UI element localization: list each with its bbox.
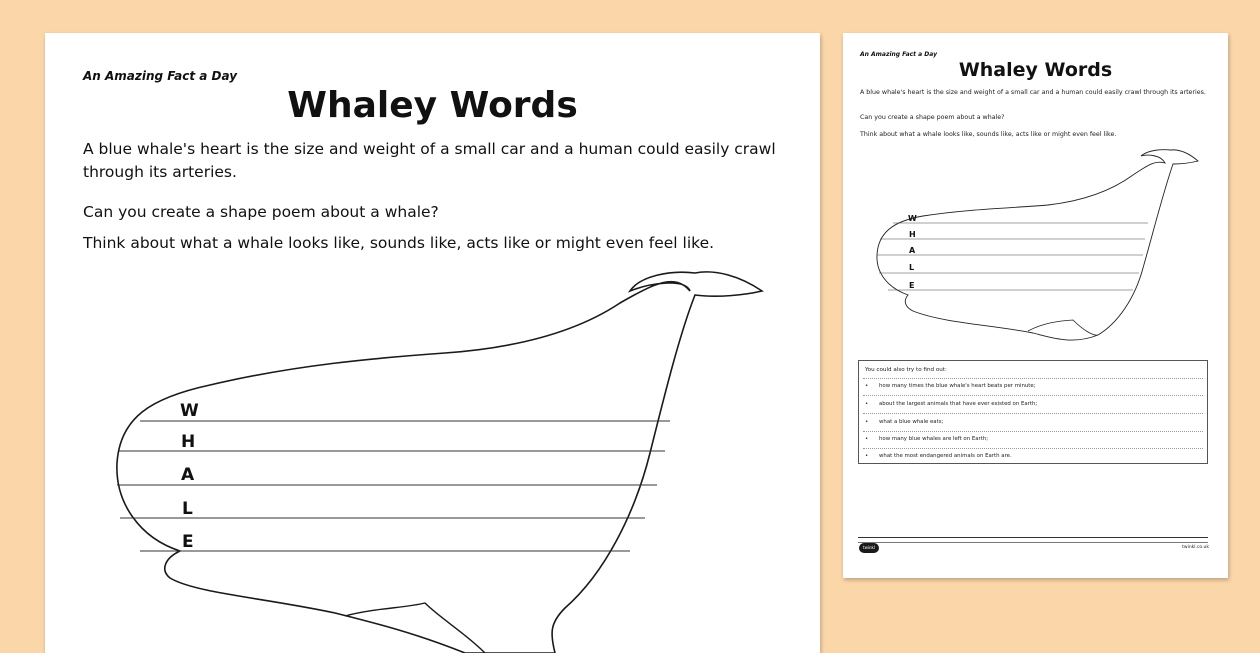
worksheet-header: An Amazing Fact a Day: [83, 69, 238, 83]
list-item: • what a blue whale eats;: [865, 419, 944, 425]
preview-header: An Amazing Fact a Day: [860, 51, 938, 58]
whale-outline: [45, 33, 820, 653]
preview-title: Whaley Words: [958, 59, 1113, 81]
footer-rule: [858, 542, 1208, 543]
divider: [863, 431, 1203, 432]
find-out-box: [858, 360, 1208, 464]
question-2: Think about what a whale looks like, sounds like, acts like or might even feel like.: [83, 234, 715, 252]
fact-text: A blue whale's heart is the size and weight of a small car and a human could easily crawl through its arteries.: [83, 140, 776, 181]
worksheet-preview: [843, 33, 1228, 578]
preview-question-2: Think about what a whale looks like, sounds like, acts like or might even feel like.: [860, 131, 1117, 138]
footer-rule: [858, 537, 1208, 538]
divider: [863, 413, 1203, 414]
worksheet-title: Whaley Words: [287, 85, 578, 126]
acrostic-letter-e: E: [182, 532, 194, 552]
divider: [863, 378, 1203, 379]
twinkl-logo: twinkl: [859, 543, 879, 553]
divider: [863, 395, 1203, 396]
preview-letter-w: W: [908, 214, 917, 223]
list-item: • how many blue whales are left on Earth;: [865, 436, 989, 442]
preview-fact: A blue whale's heart is the size and weight of a small car and a human could easily crawl through its arteries.: [860, 89, 1206, 96]
acrostic-letter-a: A: [181, 465, 195, 485]
writing-lines: [117, 421, 670, 551]
acrostic-letter-h: H: [181, 432, 196, 452]
find-out-title: You could also try to find out:: [865, 367, 947, 373]
preview-whale-outline: [843, 33, 1228, 578]
divider: [863, 448, 1203, 449]
acrostic-letter-w: W: [180, 401, 199, 421]
preview-letter-h: H: [909, 230, 916, 239]
preview-question-1: Can you create a shape poem about a whale?: [860, 114, 1005, 121]
preview-letter-e: E: [909, 281, 915, 290]
question-1: Can you create a shape poem about a whale?: [83, 203, 439, 221]
list-item: • about the largest animals that have ever existed on Earth;: [865, 401, 1038, 407]
worksheet-large: [45, 33, 820, 653]
list-item: • how many times the blue whale's heart beats per minute;: [865, 383, 1036, 389]
footer-url: twinkl.co.uk: [1182, 545, 1209, 550]
preview-letter-a: A: [909, 246, 916, 255]
preview-letter-l: L: [909, 263, 915, 272]
list-item: • what the most endangered animals on Earth are.: [865, 453, 1012, 459]
acrostic-letter-l: L: [182, 499, 193, 519]
